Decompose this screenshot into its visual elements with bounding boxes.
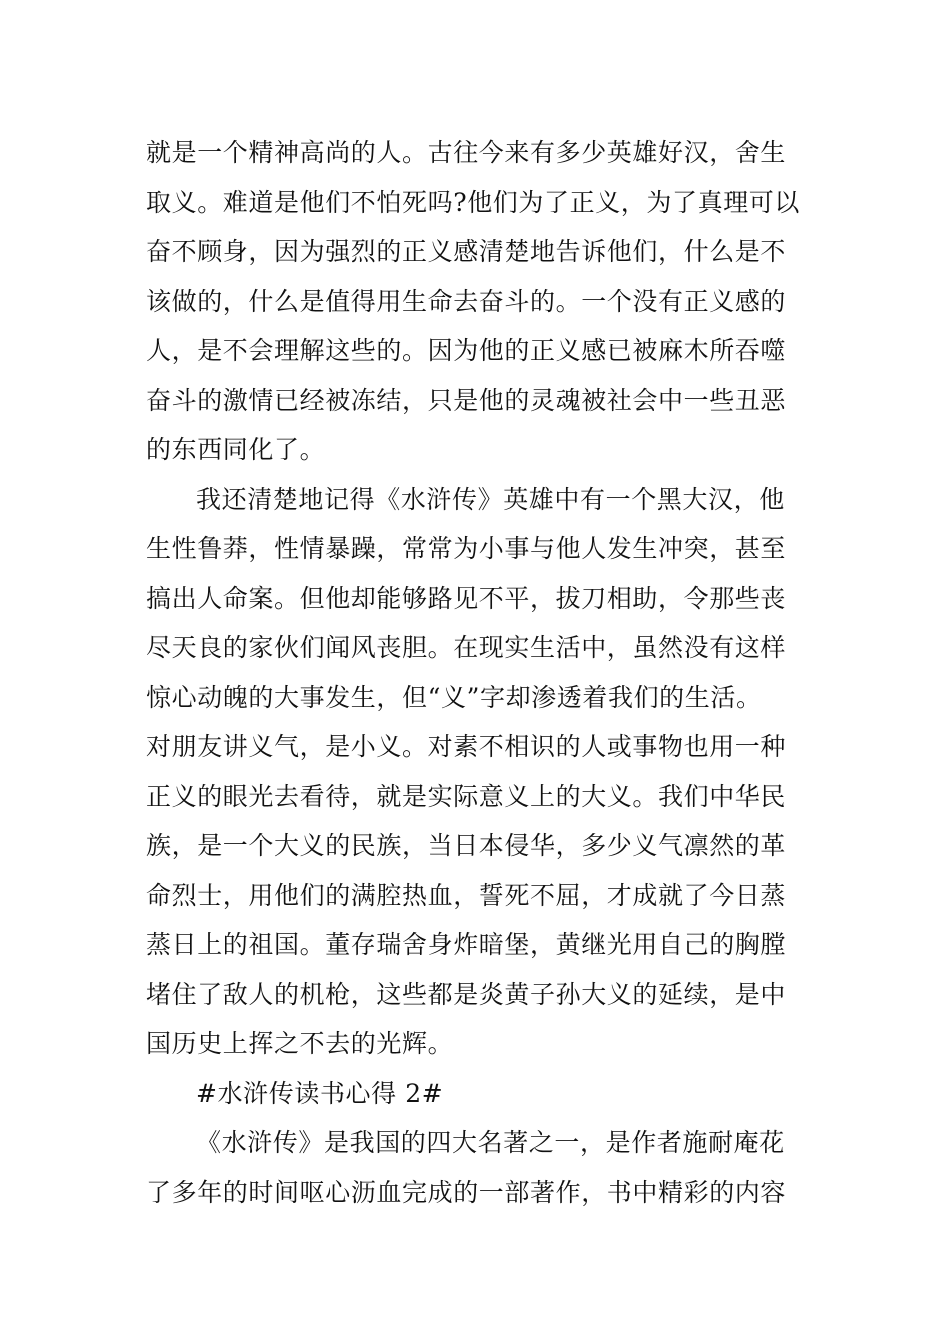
text-line: 正义的眼光去看待，就是实际意义上的大义。我们中华民 bbox=[146, 781, 787, 811]
text-line: 该做的，什么是值得用生命去奋斗的。一个没有正义感的 bbox=[146, 286, 787, 316]
text-line: 就是一个精神高尚的人。古往今来有多少英雄好汉，舍生 bbox=[146, 138, 787, 167]
text-line: 惊心动魄的大事发生，但“义”字却渗透着我们的生活。 bbox=[146, 682, 762, 712]
text-line: 了多年的时间呕心沥血完成的一部著作，书中精彩的内容 bbox=[146, 1177, 787, 1207]
text-line: 族，是一个大义的民族，当日本侵华，多少义气凛然的革 bbox=[146, 831, 787, 860]
text-line: 生性鲁莽，性情暴躁，常常为小事与他人发生冲突，甚至 bbox=[146, 534, 787, 563]
text-line: 蒸日上的祖国。董存瑞舍身炸暗堡，黄继光用自己的胸膛 bbox=[146, 930, 787, 959]
text-line: 国历史上挥之不去的光辉。 bbox=[146, 1029, 454, 1058]
text-line: 堵住了敌人的机枪，这些都是炎黄子孙大义的延续，是中 bbox=[146, 979, 787, 1009]
text-line: 奋斗的激情已经被冻结，只是他的灵魂被社会中一些丑恶 bbox=[146, 385, 787, 415]
paragraph-start-line: 我还清楚地记得《水浒传》英雄中有一个黑大汉，他 bbox=[196, 484, 785, 514]
section-heading: #水浒传读书心得 2# bbox=[196, 1078, 444, 1108]
text-line: 搞出人命案。但他却能够路见不平，拔刀相助，令那些丧 bbox=[146, 583, 787, 613]
text-line: 命烈士，用他们的满腔热血，誓死不屈，才成就了今日蒸 bbox=[146, 880, 787, 910]
text-line: 取义。难道是他们不怕死吗?他们为了正义，为了真理可以 bbox=[146, 187, 801, 217]
text-line: 奋不顾身，因为强烈的正义感清楚地告诉他们，什么是不 bbox=[146, 237, 787, 266]
text-line: 的东西同化了。 bbox=[146, 435, 326, 464]
paragraph-start-line: 《水浒传》是我国的四大名著之一，是作者施耐庵花 bbox=[196, 1128, 785, 1157]
text-line: 人，是不会理解这些的。因为他的正义感已被麻木所吞噬 bbox=[146, 336, 787, 365]
text-line: 对朋友讲义气，是小义。对素不相识的人或事物也用一种 bbox=[146, 732, 787, 761]
document-page bbox=[146, 128, 806, 1217]
text-line: 尽天良的家伙们闻风丧胆。在现实生活中，虽然没有这样 bbox=[146, 633, 787, 662]
